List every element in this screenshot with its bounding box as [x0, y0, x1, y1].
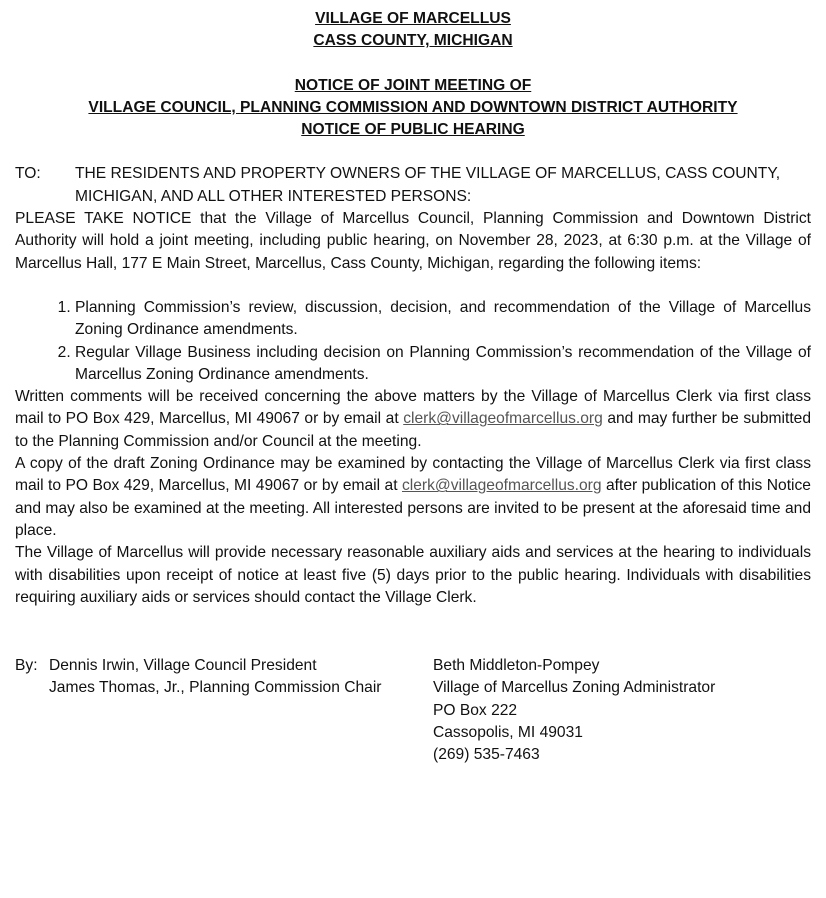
agenda-list — [15, 297, 811, 386]
signature-block — [15, 655, 811, 766]
zoning-administrator-contact — [433, 655, 811, 766]
copy-text-after: after publication of this Notice and may also be examined at the meeting. All interested persons are invited to be present at the aforesaid time and place. — [15, 477, 811, 539]
admin-name: Beth Middleton-Pompey — [433, 657, 600, 675]
to-section — [15, 163, 811, 208]
header-county: CASS COUNTY, MICHIGAN — [313, 32, 513, 50]
clerk-email-link[interactable]: clerk@villageofmarcellus.org — [403, 410, 603, 428]
by-label: By: — [15, 657, 38, 675]
header-joint-meeting: NOTICE OF JOINT MEETING OF — [294, 76, 532, 94]
signer-planning-chair: James Thomas, Jr., Planning Commission Chair — [49, 679, 382, 697]
to-recipients: THE RESIDENTS AND PROPERTY OWNERS OF THE VILLAGE OF MARCELLUS, CASS COUNTY, MICHIGAN, AND ALL OTHER INTERESTED PERSONS: — [75, 165, 781, 205]
comments-text-after: and may further be submitted to the Planning Commission and/or Council at the meeting. — [15, 410, 811, 450]
to-label: TO: — [15, 165, 41, 183]
signers — [15, 655, 433, 766]
comments-text-before: Written comments will be received concerning the above matters by the Village of Marcellus Clerk via first class mail to PO Box 429, Marcellus, MI 49067 or by email at — [15, 388, 811, 428]
notice-paragraph: PLEASE TAKE NOTICE that the Village of Marcellus Council, Planning Commission and Downtown District Authority will hold a joint meeting, including public hearing, on November 28, 2023, at 6:30 p.m. at the Village of Marcellus Hall, 177 E Main Street, Marcellus, Cass County, Michigan, regarding the following items: — [15, 210, 811, 272]
admin-city: Cassopolis, MI 49031 — [433, 724, 583, 742]
admin-title: Village of Marcellus Zoning Administrator — [433, 679, 716, 697]
header-bodies: VILLAGE COUNCIL, PLANNING COMMISSION AND DOWNTOWN DISTRICT AUTHORITY — [88, 98, 738, 116]
admin-phone: (269) 535-7463 — [433, 746, 540, 764]
header-village: VILLAGE OF MARCELLUS — [315, 10, 511, 27]
comments-paragraph — [15, 386, 811, 453]
list-item: 2. Regular Village Business including decision on Planning Commission’s recommendation of the Village of Marcellus Zoning Ordinance amendments. — [75, 342, 811, 387]
signer-council-president: Dennis Irwin, Village Council President — [49, 657, 317, 675]
copy-paragraph — [15, 453, 811, 542]
clerk-email-link[interactable]: clerk@villageofmarcellus.org — [401, 477, 602, 495]
admin-po-box: PO Box 222 — [433, 701, 518, 719]
copy-text-before: A copy of the draft Zoning Ordinance may be examined by contacting the Village of Marcellus Clerk via first class mail to PO Box 429, Marcellus, MI 49067 or by email at — [15, 455, 811, 495]
header-public-hearing: NOTICE OF PUBLIC HEARING — [301, 121, 525, 139]
notice-document — [15, 8, 811, 767]
list-item: 1. Planning Commission’s review, discussion, decision, and recommendation of the Village of Marcellus Zoning Ordinance amendments. — [75, 297, 811, 342]
disabilities-paragraph: The Village of Marcellus will provide necessary reasonable auxiliary aids and services at the hearing to individuals with disabilities upon receipt of notice at least five (5) days prior to the public hearing. Individuals with disabilities requiring auxiliary aids or services should contact the Village Clerk. — [15, 544, 811, 606]
